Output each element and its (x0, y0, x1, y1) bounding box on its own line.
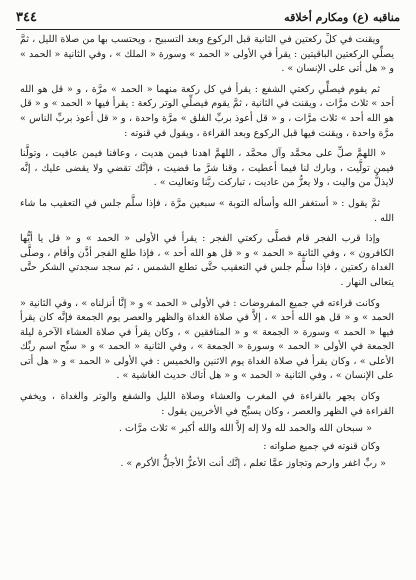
paragraph-qunut-dua: « اللهمَّ صلِّ على محمَّد وآل محمَّد ، اللهمَّ اهدنا فيمن هديت ، وعافنا فيمن عافيت ، وتولَّنا فيمن تولَّيت ، وبارك لنا فيما أعطيت ، وقنا شرَّ ما قضيت ، فإنَّك تقضي ولا يقضى عليك ، إنَّه لايذلُّ من واليت ، ولا يعزُّ من عاديت ، تباركت ربَّنا وتعاليت » . (20, 148, 394, 189)
page-header (16, 6, 400, 28)
paragraph-qunut-night: ويقنت في كلِّ ركعتين في الثانية قبل الركوع وبعد التسبيح ، ويحتسب بها من صلاة الليل ، ثمَّ يصلِّي الركعتين الباقيتين : يقرأ في الأولى « الحمد » وسورة « الملك » ، وفي الثانية « الحمد » و « هل أتى على الإنسان » . (20, 34, 394, 75)
page-number: ٣٤٤ (16, 9, 37, 25)
paragraph-istighfar: ثمَّ يقول : « أستغفر الله وأسأله التوبة » سبعين مرَّة ، فإذا سلَّم جلس في التعقيب ما شاء الله . (20, 197, 394, 224)
paragraph-jahr-ikhfat: وكان يجهر بالقراءة في المغرب والعشاء وصلاة الليل والشفع والوتر والغداة ، ويخفي القراءة في الظهر والعصر ، وكان يسبِّح في الأخريين يقول : (20, 391, 394, 417)
running-title: مناقبه (ع) ومكارم أخلاقه (284, 10, 400, 24)
paragraph-final-dua: « ربِّ اغفر وارحم وتجاوز عمَّا تعلم ، إنَّك أنت الأعزُّ الأجلُّ الأكرم » . (120, 458, 386, 470)
page-body (20, 33, 394, 576)
paragraph-obligatory-recitation: وكانت قراءته في جميع المفروضات : في الأولى « الحمد » و « إنَّا أنزلناه » ، وفي الثانية « الحمد » و « قل هو الله أحد » ، إلاَّ في صلاة الغداة والظهر والعصر يوم الجمعة فإنَّه كان يقرأ فيها « الحمد » وسورة « الجمعة » و « المنافقين » ، وكان يقرأ في صلاة العشاء الآخرة ليلة الجمعة في الأولى « الحمد » وسورة « الجمعة » ، وفي الثانية « الحمد » و « سبِّح اسم ربِّك الأعلى » ، وكان يقرأ في صلاة الغداة يوم الاثنين والخميس : في الأولى « الحمد » و « هل أتى على الإنسان » ، وفي الثانية « الحمد » و « هل أتاك حديث الغاشية » . (20, 297, 394, 382)
paragraph-qunut-intro: وكان قنوته في جميع صلواته : (263, 440, 380, 452)
paragraph-shafa-witr: ثم يقوم فيصلِّي ركعتي الشفع : يقرأ في كل ركعة منهما « الحمد » مرَّة ، و « قل هو الله أحد » ثلاث مرَّات ، ويقنت في الثانية ، ثمَّ يقوم فيصلِّي الوتر ركعة : يقرأ فيها « الحمد » و « قل هو الله أحد » ثلاث مرَّات ، و « قل أعوذ بربِّ الفلق » مرَّة واحدة ، و « قل أعوذ بربِّ الناس » مرَّة واحدة ، ويقنت فيها قبل الركوع وبعد القراءة ، ويقول في قنوته : (20, 83, 394, 139)
paragraph-fajr: وإذا قرب الفجر قام فصلَّى ركعتي الفجر : يقرأ في الأولى « الحمد » و « قل يا أيُّها الكافرون » ، وفي الثانية « الحمد » و « قل هو الله أحد » ، فإذا طلع الفجر أذَّن وأقام ، وصلَّى الغداة ركعتين ، فإذا سلَّم جلس في التعقيب حتَّى تطلع الشمس ، ثم سجد سجدتي الشكر حتَّى يتعالى النهار . (20, 233, 394, 288)
header-rule (16, 29, 400, 30)
paragraph-tasbih: « سبحان الله والحمد لله ولا إله إلاَّ الله والله أكبر » ثلاث مرَّات . (118, 423, 372, 435)
